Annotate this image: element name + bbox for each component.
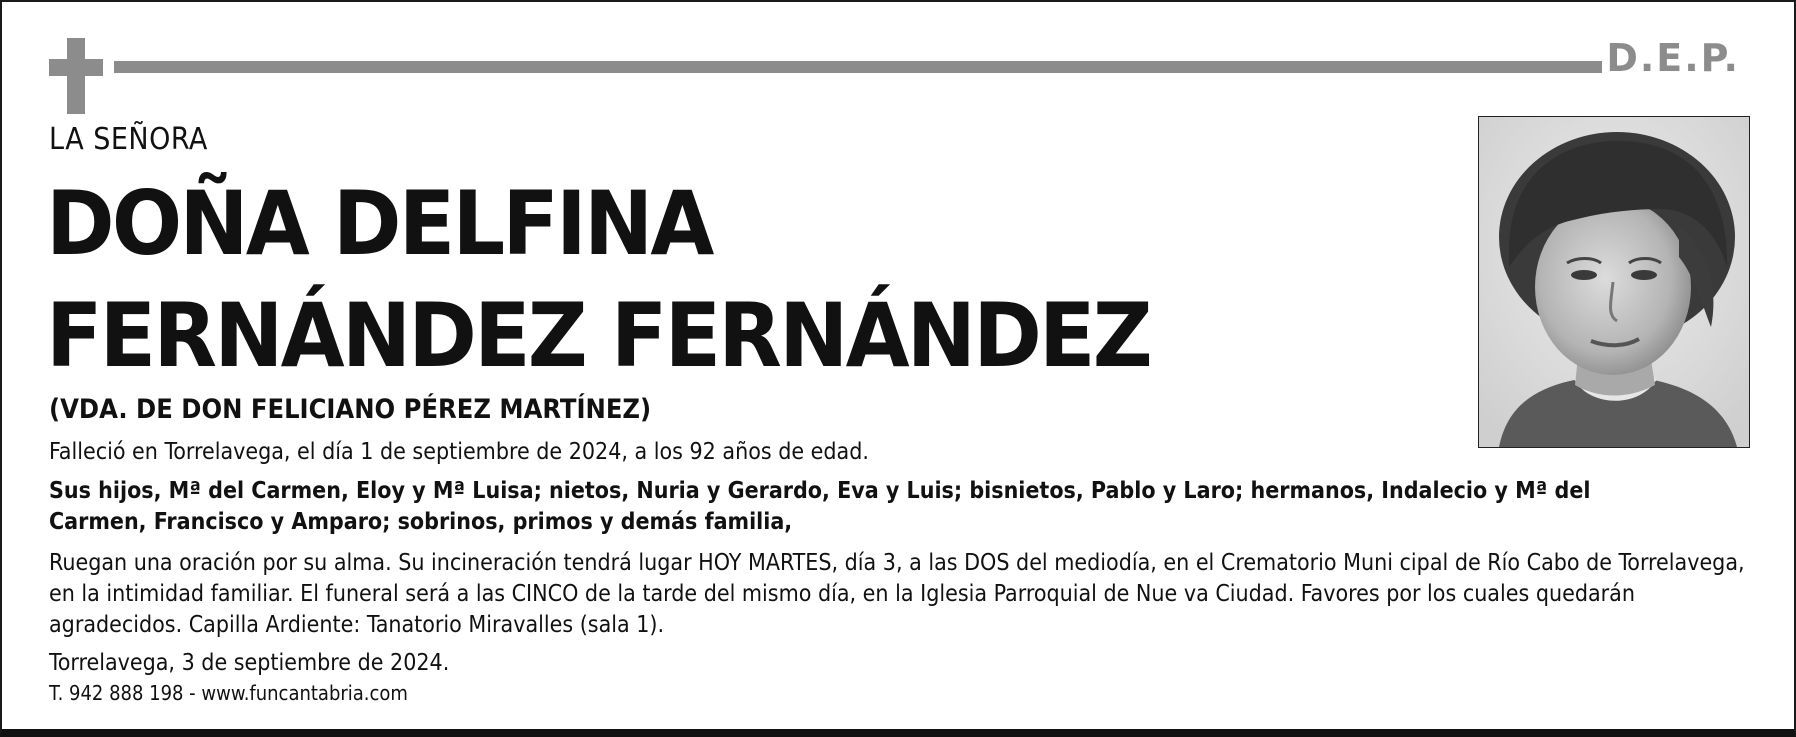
contact-line: T. 942 888 198 - www.funcantabria.com <box>49 681 408 705</box>
widow-of: (VDA. DE DON FELICIANO PÉREZ MARTÍNEZ) <box>49 394 652 425</box>
header-rule <box>114 61 1602 73</box>
place-date: Torrelavega, 3 de septiembre de 2024. <box>49 650 450 676</box>
death-info: Falleció en Torrelavega, el día 1 de septiembre de 2024, a los 92 años de edad. <box>49 439 869 465</box>
dep-label: D.E.P. <box>1606 36 1740 80</box>
service-details: Ruegan una oración por su alma. Su incineración tendrá lugar HOY MARTES, día 3, a las DOS del mediodía, en el Crematorio Muni cipal de Río Cabo de Torrelavega, en la intimidad familiar. El funeral será a las CINCO de la tarde del mismo día, en la Iglesia Parroquial de Nue va Ciudad. Favores por los cuales quedarán agradecidos. Capilla Ardiente: Tanatorio Miravalles (sala 1). <box>49 550 1745 638</box>
portrait-photo <box>1478 116 1750 448</box>
deceased-name-line-2: FERNÁNDEZ FERNÁNDEZ <box>46 284 1150 387</box>
cross-icon <box>49 38 103 114</box>
honorific: LA SEÑORA <box>49 122 208 157</box>
family-list: Sus hijos, Mª del Carmen, Eloy y Mª Luisa; nietos, Nuria y Gerardo, Eva y Luis; bisnietos, Pablo y Laro; hermanos, Indalecio y Mª del Carmen, Francisco y Amparo; sobrinos, primos y demás familia, <box>49 478 1591 535</box>
deceased-name-line-1: DOÑA DELFINA <box>46 172 712 275</box>
